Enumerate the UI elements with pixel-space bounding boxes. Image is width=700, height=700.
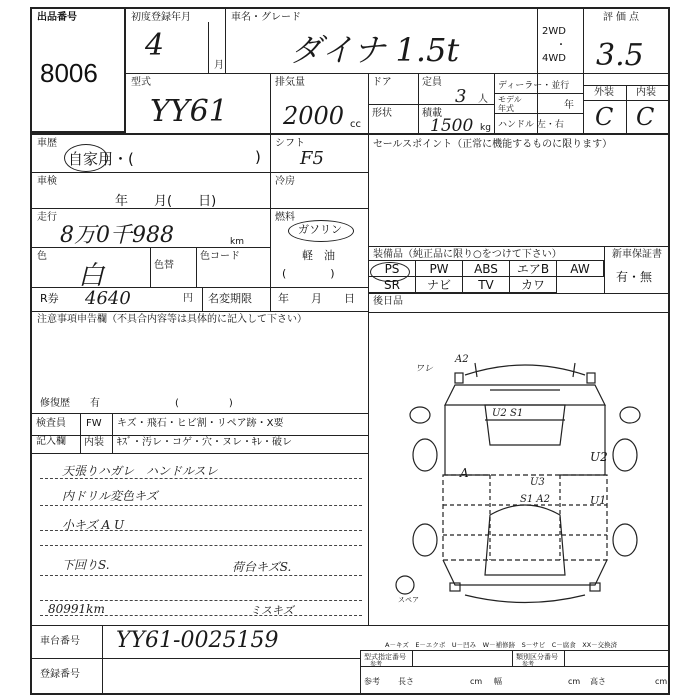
insp-h2 bbox=[30, 453, 368, 454]
dimension-label: 幅 bbox=[494, 677, 502, 686]
note-rule bbox=[40, 600, 362, 601]
recycle-div bbox=[202, 287, 203, 311]
history-label: 車歴 bbox=[37, 138, 57, 149]
first-reg-value: 4 bbox=[145, 28, 165, 63]
row-h5 bbox=[30, 311, 368, 312]
note-line-1: 天張りハガレ ハンドルスレ bbox=[62, 464, 218, 478]
legend-text: A－キズ E－エクボ U－凹み W－補修跡 S－サビ C－腐食 XX－交換済 bbox=[385, 641, 618, 649]
diagram-rear-end bbox=[443, 560, 607, 585]
diagram-mirror-right bbox=[620, 407, 640, 423]
capacity-label: 定員 bbox=[422, 77, 442, 88]
div-v-reg bbox=[208, 22, 209, 73]
diagram-cab-sides bbox=[445, 405, 605, 475]
color-code-label: 色コード bbox=[200, 251, 240, 262]
mark-crack: ワレ bbox=[415, 364, 434, 374]
warranty-label: 新車保証書 bbox=[612, 249, 662, 260]
spare-label: スペア bbox=[398, 596, 419, 604]
dimension-label: 長さ bbox=[398, 677, 414, 686]
equipment-item: ナビ bbox=[415, 276, 463, 293]
fuel-paren: ( ) bbox=[282, 267, 335, 280]
diagram-cargo-bed bbox=[443, 475, 607, 560]
displacement-value: 2000 bbox=[283, 102, 345, 130]
chassis-bottom bbox=[30, 658, 360, 659]
interior-value: C bbox=[636, 103, 655, 131]
ref-label-2: 参考 bbox=[522, 661, 535, 668]
load-label: 積載 bbox=[422, 108, 442, 119]
inspection-value: 年 月( 日) bbox=[115, 194, 217, 209]
exterior-value: C bbox=[595, 103, 614, 131]
chassis-label: 車台番号 bbox=[40, 636, 80, 647]
mileage-note: 80991km bbox=[48, 602, 105, 616]
first-reg-label: 初度登録年月 bbox=[131, 12, 191, 23]
color-change-label: 色替 bbox=[154, 260, 174, 271]
capacity-unit: 人 bbox=[478, 94, 488, 105]
color-div bbox=[150, 247, 151, 287]
inspector-label: 検査員 bbox=[36, 418, 66, 429]
mark-u2-right: U2 bbox=[590, 450, 608, 464]
header-divider bbox=[126, 73, 670, 74]
inspection-label: 車検 bbox=[37, 176, 57, 187]
fw-label: FW bbox=[86, 418, 102, 429]
warranty-value: 有・無 bbox=[616, 270, 653, 284]
model-grade-value: ダイナ 1.5t bbox=[290, 31, 460, 69]
diagram-rear-cab bbox=[485, 505, 565, 575]
type-label: 型式 bbox=[131, 77, 151, 88]
equipment-item: TV bbox=[462, 276, 510, 293]
load-unit: kg bbox=[480, 123, 491, 133]
shape-label: 形状 bbox=[372, 108, 392, 119]
registration-label: 登録番号 bbox=[40, 669, 80, 680]
mark-u2s1: U2 S1 bbox=[492, 408, 524, 419]
dimension-label: cm bbox=[470, 677, 483, 686]
div-v1 bbox=[225, 7, 226, 73]
diagram-spare bbox=[396, 576, 414, 594]
diagram-wheel-fr bbox=[613, 439, 637, 471]
shift-value: F5 bbox=[300, 148, 324, 169]
mid-h1 bbox=[270, 172, 368, 173]
notes-right-edge bbox=[368, 403, 369, 625]
small-scratch-note: ミスキズ bbox=[250, 604, 294, 617]
div-v7 bbox=[494, 73, 495, 133]
name-change-label: 名変期限 bbox=[208, 292, 252, 305]
sales-label: セールスポイント（正常に機能するものに限ります） bbox=[373, 139, 613, 150]
div-v3 bbox=[583, 7, 584, 133]
equip-label: 装備品（純正品に限り○をつけて下さい） bbox=[373, 249, 562, 260]
fw-items: キズ・飛石・ヒビ割・リペア跡・X要 bbox=[117, 418, 284, 429]
diagram-wheel-fl bbox=[413, 439, 437, 471]
div-v6 bbox=[418, 73, 419, 133]
history-close: ) bbox=[255, 148, 261, 166]
mark-u3: U3 bbox=[530, 477, 545, 488]
year-unit: 年 bbox=[564, 100, 574, 111]
dimension-label: 参考 bbox=[364, 677, 380, 686]
chassis-value: YY61-0025159 bbox=[116, 628, 279, 653]
displacement-label: 排気量 bbox=[275, 77, 305, 88]
after-label: 後日品 bbox=[373, 296, 403, 307]
equipment-item: ABS bbox=[462, 260, 510, 277]
load-value: 1500 bbox=[430, 116, 474, 136]
model-year-label: モデル 年式 bbox=[498, 95, 522, 113]
mark-s1a2: S1 A2 bbox=[520, 494, 550, 505]
equipment-item: PS bbox=[368, 260, 416, 277]
note-line-5: 荷台キズS. bbox=[232, 560, 292, 574]
div-v5 bbox=[368, 73, 369, 133]
mileage-label: 走行 bbox=[37, 212, 57, 223]
div-h-year bbox=[494, 113, 583, 114]
interior-items: ｷｽﾞ・汚レ・コゲ・穴・ヌレ・ｷﾚ・破レ bbox=[117, 437, 292, 448]
diagram-front-bumper bbox=[465, 365, 585, 375]
history-circle bbox=[64, 144, 108, 172]
ps-circle bbox=[370, 262, 410, 282]
chassis-v bbox=[102, 625, 103, 695]
div-v2 bbox=[537, 7, 538, 133]
legend-bottom bbox=[360, 650, 670, 651]
note-line-4: 下回りS. bbox=[62, 558, 110, 572]
legend-v0 bbox=[360, 650, 361, 695]
name-change-value: 年 月 日 bbox=[278, 292, 355, 305]
lot-number: 8006 bbox=[40, 58, 98, 88]
after-bottom bbox=[368, 312, 670, 313]
mark-a2-front: A2 bbox=[455, 354, 469, 365]
legend-v1 bbox=[412, 650, 413, 666]
model-grade-label: 車名・グレード bbox=[231, 12, 301, 23]
equip-bottom bbox=[368, 293, 670, 294]
mark-u1: U1 bbox=[590, 494, 607, 507]
displacement-unit: cc bbox=[350, 119, 361, 130]
interior-insp-label: 内装 bbox=[84, 437, 104, 448]
legend-h2 bbox=[360, 666, 670, 667]
ref-label-1: 参考 bbox=[370, 661, 383, 668]
colorcode-div bbox=[196, 247, 197, 287]
equipment-item: PW bbox=[415, 260, 463, 277]
equipment-item: エアB bbox=[509, 260, 557, 277]
dimension-label: cm bbox=[568, 677, 581, 686]
fuel-circle bbox=[288, 220, 354, 242]
drive-4wd: 4WD bbox=[542, 53, 566, 64]
model-cert-label: 型式指定番号 bbox=[364, 653, 406, 661]
score-label: 評価点 bbox=[603, 12, 642, 23]
mark-a-left: A bbox=[460, 466, 469, 480]
div-h-dealer bbox=[494, 93, 583, 94]
insp-v1 bbox=[80, 413, 81, 453]
shift-label: シフト bbox=[275, 138, 305, 149]
equipment-item: SR bbox=[368, 276, 416, 293]
handle-label: ハンドル 左・右 bbox=[498, 120, 564, 130]
color-label: 色 bbox=[37, 251, 47, 262]
diagram-rear-bumper bbox=[465, 595, 585, 603]
recycle-label: R券 bbox=[40, 292, 59, 305]
diagram-mirror-left bbox=[410, 407, 430, 423]
warranty-div bbox=[604, 246, 605, 293]
row-h1 bbox=[30, 172, 270, 173]
fuel-light: 軽 油 bbox=[302, 249, 335, 262]
equipment-item: AW bbox=[556, 260, 604, 277]
insp-v2 bbox=[112, 413, 113, 453]
note-rule bbox=[40, 575, 362, 576]
div-h-shape bbox=[368, 104, 494, 105]
recycle-value: 4640 bbox=[85, 288, 131, 309]
dimension-label: 高さ bbox=[590, 677, 606, 686]
dealer-label: ディーラー・並行 bbox=[498, 81, 570, 91]
score-value: 3.5 bbox=[596, 38, 644, 73]
drive-2wd: 2WD bbox=[542, 26, 566, 37]
header-bottom bbox=[30, 133, 670, 135]
drive-dot: ・ bbox=[556, 40, 566, 51]
month-unit: 月 bbox=[214, 60, 224, 71]
dimension-label: cm bbox=[655, 677, 668, 686]
diagram-wheel-rl bbox=[413, 524, 437, 556]
vehicle-diagram bbox=[395, 345, 655, 625]
mid-h2 bbox=[270, 208, 368, 209]
history-value: 自家用・( bbox=[68, 150, 134, 168]
entry-label: 記入欄 bbox=[36, 436, 66, 447]
exterior-label: 外装 bbox=[594, 87, 614, 98]
note-line-2: 内ドリル変色キズ bbox=[62, 489, 158, 503]
fuel-value: ガソリン bbox=[298, 223, 342, 236]
note-rule bbox=[40, 545, 362, 546]
notes-label: 注意事項申告欄（不具合内容等は具体的に記入して下さい） bbox=[37, 314, 307, 325]
door-label: ドア bbox=[372, 77, 392, 88]
diagram-cab-front bbox=[445, 385, 605, 405]
lot-label: 出品番号 bbox=[37, 12, 77, 23]
class-label: 類別区分番号 bbox=[516, 653, 558, 661]
legend-v3 bbox=[564, 650, 565, 666]
left-mid-divider bbox=[270, 133, 271, 311]
repair-label: 修復歴 有 bbox=[40, 398, 100, 409]
repair-paren: ( ) bbox=[175, 398, 233, 409]
aircon-label: 冷房 bbox=[275, 176, 295, 187]
legend-v2 bbox=[512, 650, 513, 666]
color-value: 白 bbox=[78, 261, 105, 291]
equip-top bbox=[368, 246, 670, 247]
equipment-item: カワ bbox=[509, 276, 557, 293]
note-line-3: 小キズ A U bbox=[62, 518, 125, 532]
recycle-yen: 円 bbox=[183, 293, 193, 304]
chassis-top bbox=[30, 625, 670, 626]
note-rule bbox=[40, 505, 362, 506]
mileage-value: 8万0千988 bbox=[60, 223, 174, 248]
type-value: YY61 bbox=[150, 94, 228, 129]
div-v-extint bbox=[626, 85, 627, 133]
diagram-wheel-rr bbox=[613, 524, 637, 556]
interior-label: 内装 bbox=[636, 87, 656, 98]
fuel-label: 燃料 bbox=[275, 212, 295, 223]
capacity-value: 3 bbox=[455, 86, 467, 107]
div-v4 bbox=[270, 73, 271, 133]
mileage-unit: km bbox=[230, 237, 244, 247]
